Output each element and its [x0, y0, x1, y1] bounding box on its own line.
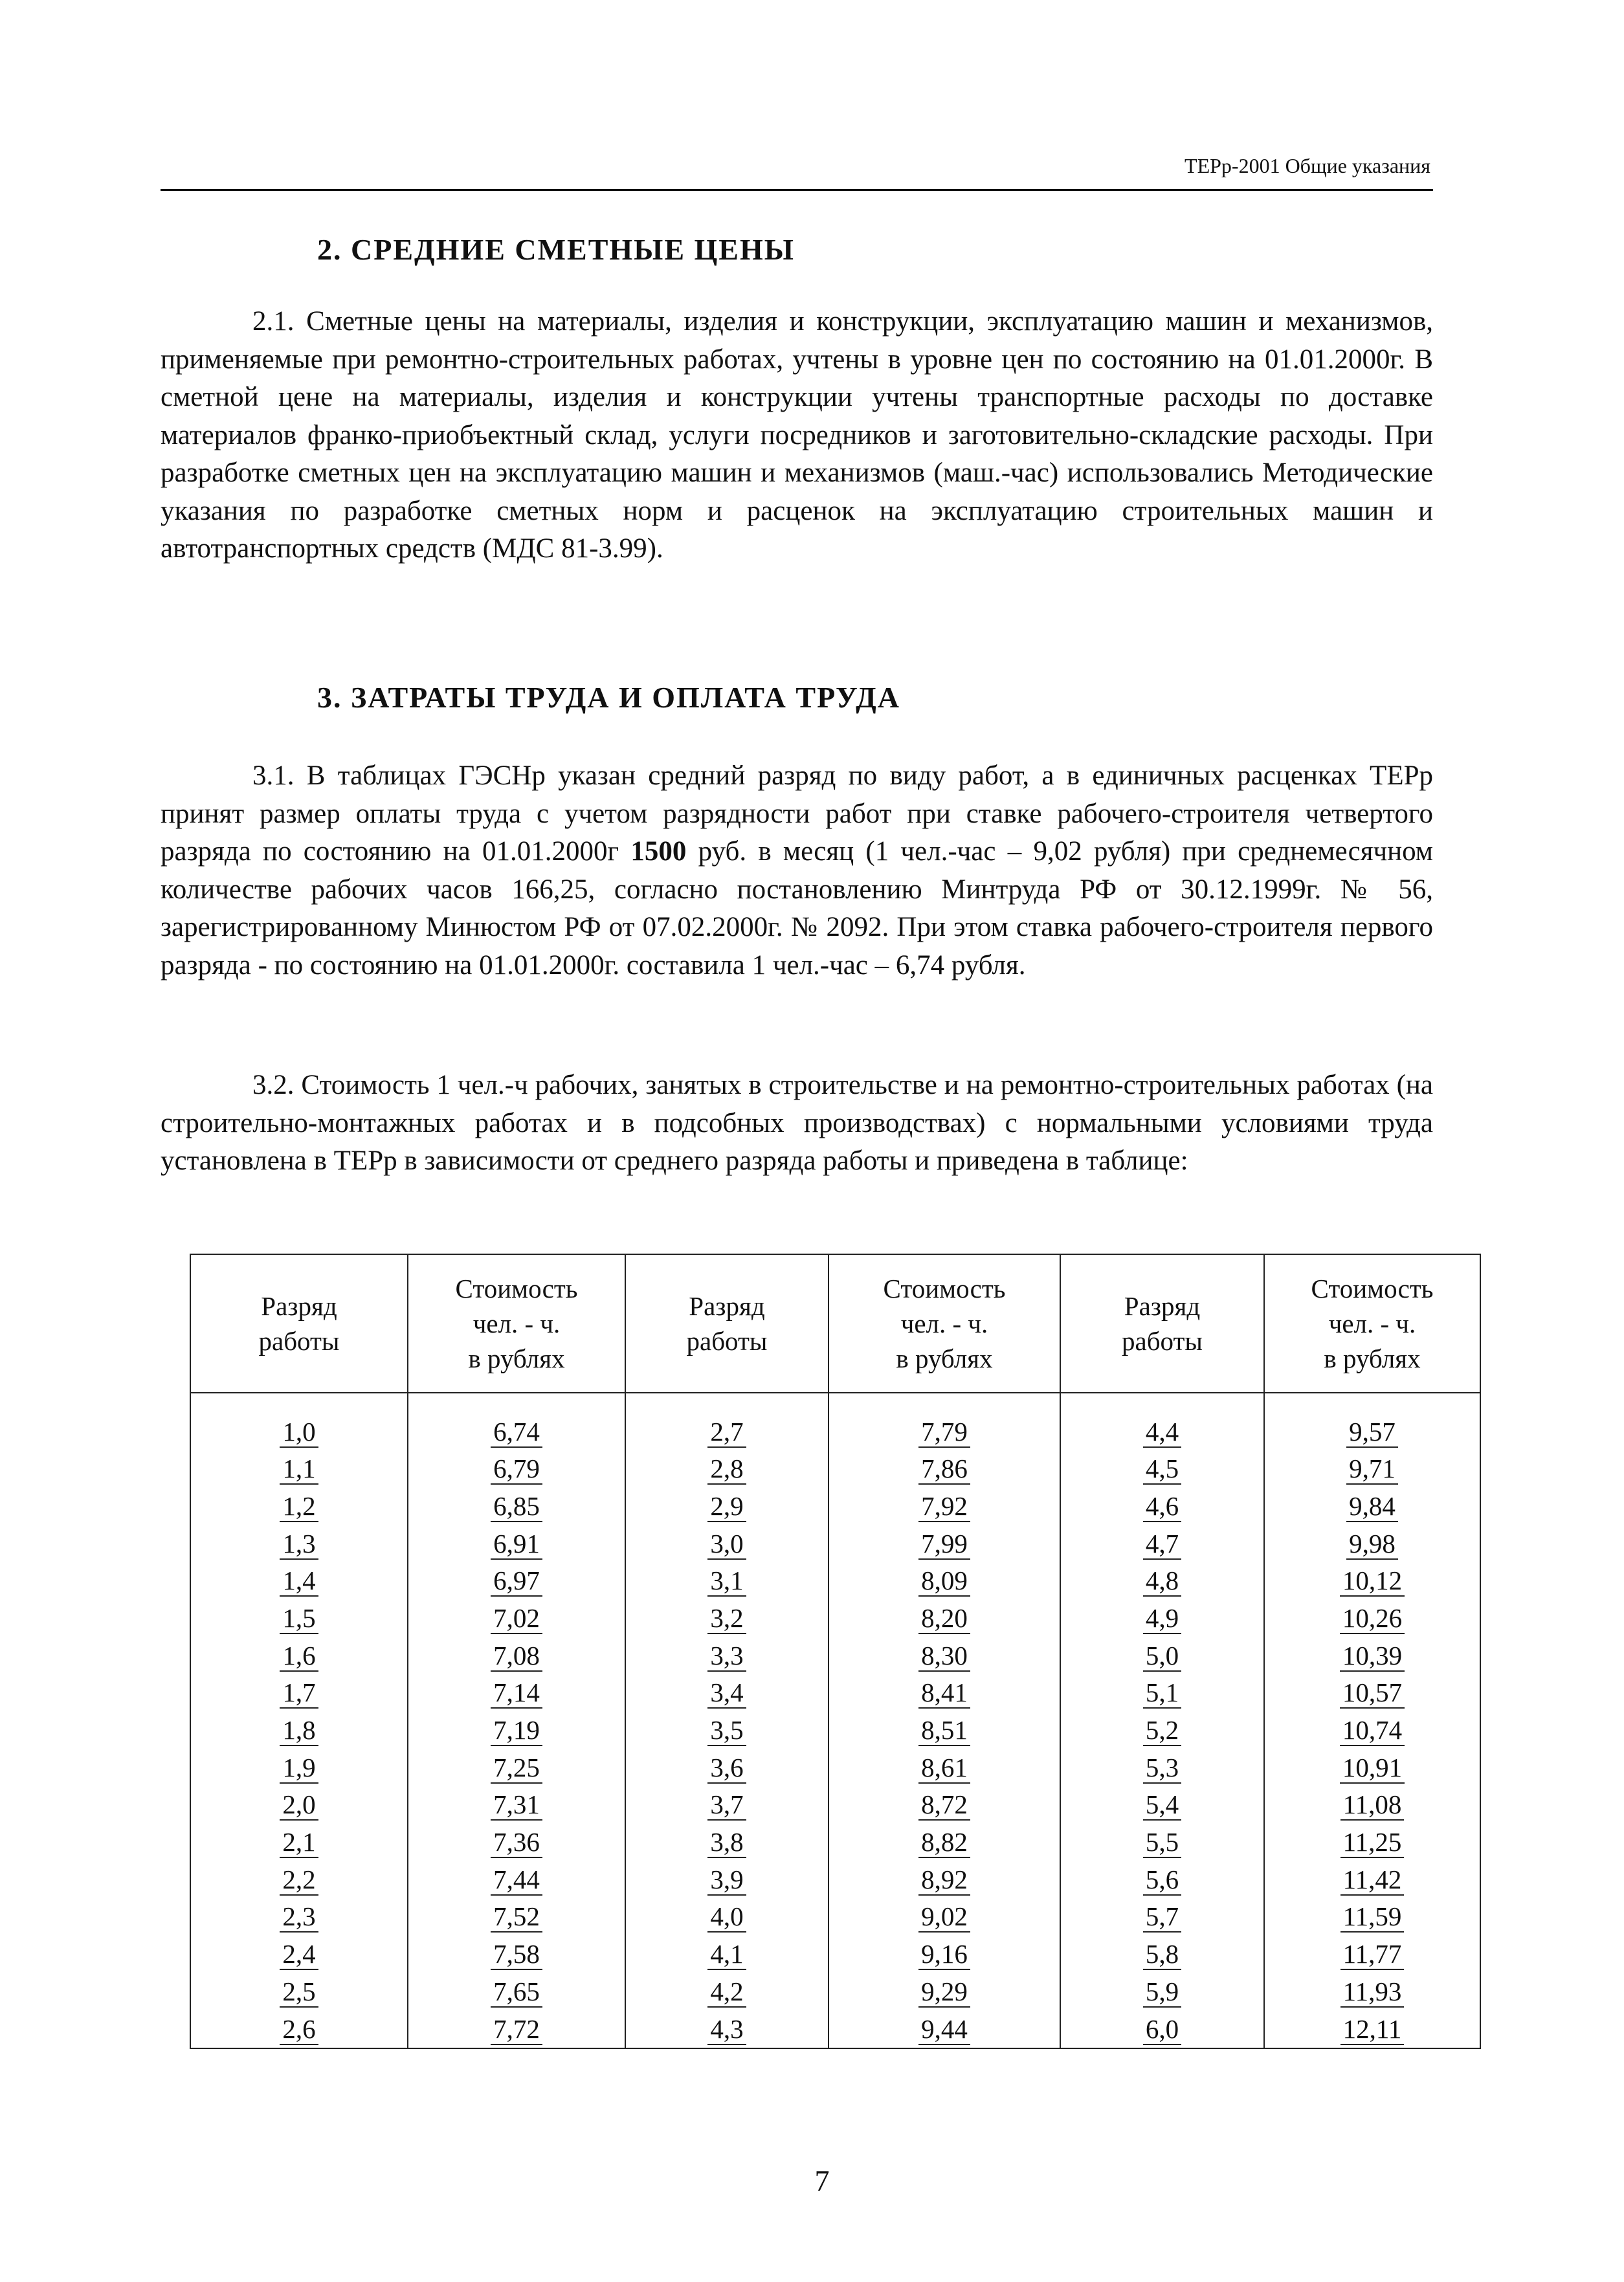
- cost-cell: [1264, 1898, 1480, 1936]
- cost-cell: [408, 1413, 625, 1450]
- grade-cell: [1060, 1824, 1264, 1861]
- grade-cell: [625, 2010, 829, 2048]
- cell-value: 2,4: [280, 1939, 318, 1970]
- cell-value: 3,5: [707, 1715, 746, 1746]
- grade-cell: [190, 1413, 408, 1450]
- running-header: ТЕРр-2001 Общие указания: [1185, 154, 1430, 177]
- section-3-heading: 3. ЗАТРАТЫ ТРУДА И ОПЛАТА ТРУДА: [317, 681, 901, 714]
- cost-cell: [408, 1488, 625, 1525]
- table-row: [190, 1674, 1480, 1712]
- grade-cell: [190, 1749, 408, 1786]
- cell-value: 8,30: [918, 1641, 970, 1672]
- cost-cell: [1264, 2010, 1480, 2048]
- cell-value: 10,39: [1340, 1641, 1405, 1672]
- table-row: [190, 1562, 1480, 1600]
- cost-header: Стоимость чел. - ч. в рублях: [829, 1254, 1060, 1393]
- cell-value: 5,0: [1143, 1641, 1181, 1672]
- cell-value: 3,4: [707, 1678, 746, 1709]
- cost-cell: [408, 1973, 625, 2010]
- cost-cell: [1264, 1488, 1480, 1525]
- cell-value: 2,8: [707, 1454, 746, 1485]
- grade-cell: [625, 1488, 829, 1525]
- cell-value: 11,93: [1340, 1977, 1405, 2008]
- grade-cell: [190, 1973, 408, 2010]
- cost-cell: [829, 1562, 1060, 1600]
- paragraph-3-1: [161, 757, 1433, 984]
- table-row: [190, 1861, 1480, 1898]
- grade-cell: [1060, 1562, 1264, 1600]
- cell-value: 5,7: [1143, 1901, 1181, 1933]
- grade-cell: [190, 1637, 408, 1674]
- cost-cell: [1264, 1637, 1480, 1674]
- cell-value: 1,5: [280, 1603, 318, 1634]
- grade-cell: [1060, 1749, 1264, 1786]
- table-row: [190, 1450, 1480, 1488]
- grade-cell: [625, 1637, 829, 1674]
- grade-cell: [190, 1450, 408, 1488]
- table-row: [190, 1936, 1480, 1973]
- grade-cell: [625, 1450, 829, 1488]
- cell-value: 8,41: [918, 1678, 970, 1709]
- cost-cell: [829, 1712, 1060, 1749]
- grade-cell: [1060, 1450, 1264, 1488]
- grade-cell: [1060, 1712, 1264, 1749]
- grade-cell: [625, 1898, 829, 1936]
- cost-cell: [408, 2010, 625, 2048]
- cost-cell: [829, 1674, 1060, 1712]
- cell-value: 1,8: [280, 1715, 318, 1746]
- cell-value: 3,9: [707, 1865, 746, 1896]
- table-header-row: [190, 1254, 1480, 1393]
- table-row: [190, 1749, 1480, 1786]
- cell-value: 4,8: [1143, 1566, 1181, 1597]
- cell-value: 3,8: [707, 1827, 746, 1858]
- cell-value: 8,72: [918, 1789, 970, 1821]
- cell-value: 10,26: [1340, 1603, 1405, 1634]
- cell-value: 9,44: [918, 2014, 970, 2045]
- cell-value: 3,1: [707, 1566, 746, 1597]
- table-row: [190, 2010, 1480, 2048]
- table-row: [190, 1824, 1480, 1861]
- grade-cell: [190, 2010, 408, 2048]
- cell-value: 7,08: [491, 1641, 542, 1672]
- cell-value: 9,84: [1346, 1491, 1398, 1522]
- cell-value: 2,1: [280, 1827, 318, 1858]
- cost-cell: [1264, 1824, 1480, 1861]
- cell-value: 11,25: [1340, 1827, 1405, 1858]
- paragraph-3-1-text-end: руб. в месяц (1 чел.-час – 9,02 рубля) при среднемесячном количестве рабочих часов 166,25, согласно постановлению Минтруда РФ от 30.12.1999г. № 56, зарегистрированному Минюстом РФ от 07.02.2000г. № 2092. При этом ставка рабочего-строителя первого разряда - по состоянию на 01.01.2000г. составила 1 чел.-час – 6,74 рубля.: [161, 836, 1434, 980]
- cost-cell: [829, 2010, 1060, 2048]
- grade-cell: [1060, 1936, 1264, 1973]
- grade-cell: [625, 1861, 829, 1898]
- cost-cell: [829, 1525, 1060, 1562]
- cost-cell: [408, 1824, 625, 1861]
- grade-cell: [625, 1936, 829, 1973]
- table-spacer-cell: [190, 1393, 408, 1413]
- cost-cell: [1264, 1413, 1480, 1450]
- cell-value: 3,7: [707, 1789, 746, 1821]
- cost-cell: [408, 1898, 625, 1936]
- paragraph-3-2: [161, 1067, 1433, 1180]
- grade-cell: [1060, 1674, 1264, 1712]
- table-row: [190, 1786, 1480, 1824]
- cost-cell: [408, 1562, 625, 1600]
- cell-value: 11,08: [1340, 1789, 1405, 1821]
- cell-value: 4,4: [1143, 1417, 1181, 1448]
- grade-cell: [625, 1562, 829, 1600]
- grade-cell: [190, 1786, 408, 1824]
- cell-value: 10,12: [1340, 1566, 1405, 1597]
- grade-cell: [1060, 1637, 1264, 1674]
- cost-cell: [1264, 1712, 1480, 1749]
- cost-cell: [408, 1749, 625, 1786]
- cost-cell: [829, 1413, 1060, 1450]
- cost-cell: [829, 1898, 1060, 1936]
- paragraph-3-1-text-start: 3.1. В таблицах ГЭСНр указан средний разряд по виду работ, а в единичных расценках ТЕРр принят размер оплаты труда с учетом разрядности работ при ставке рабочего-строителя четвертого разряда по состоянию на 01.01.2000г: [161, 760, 1433, 867]
- grade-cell: [625, 1413, 829, 1450]
- paragraph-2-1: [161, 303, 1433, 568]
- cost-cell: [829, 1600, 1060, 1637]
- cost-cell: [829, 1488, 1060, 1525]
- grade-cell: [625, 1973, 829, 2010]
- cost-cell: [1264, 1525, 1480, 1562]
- cost-cell: [1264, 1936, 1480, 1973]
- grade-cell: [1060, 1973, 1264, 2010]
- cell-value: 7,25: [491, 1753, 542, 1784]
- cell-value: 10,57: [1340, 1678, 1405, 1709]
- cell-value: 1,2: [280, 1491, 318, 1522]
- table-row: [190, 1525, 1480, 1562]
- cell-value: 2,6: [280, 2014, 318, 2045]
- cell-value: 7,92: [918, 1491, 970, 1522]
- grade-cell: [190, 1861, 408, 1898]
- grade-cell: [625, 1525, 829, 1562]
- table-spacer-cell: [1264, 1393, 1480, 1413]
- cell-value: 8,61: [918, 1753, 970, 1784]
- grade-cell: [1060, 1488, 1264, 1525]
- cell-value: 8,20: [918, 1603, 970, 1634]
- cell-value: 6,91: [491, 1529, 542, 1560]
- cell-value: 5,9: [1143, 1977, 1181, 2008]
- grade-cell: [190, 1898, 408, 1936]
- table-row: [190, 1637, 1480, 1674]
- cell-value: 5,1: [1143, 1678, 1181, 1709]
- cell-value: 4,0: [707, 1901, 746, 1933]
- grade-cell: [190, 1824, 408, 1861]
- cell-value: 7,79: [918, 1417, 970, 1448]
- cell-value: 2,2: [280, 1865, 318, 1896]
- cell-value: 9,98: [1346, 1529, 1398, 1560]
- grade-cell: [1060, 1861, 1264, 1898]
- cell-value: 7,31: [491, 1789, 542, 1821]
- cell-value: 6,97: [491, 1566, 542, 1597]
- cell-value: 10,91: [1340, 1753, 1405, 1784]
- table-row: [190, 1898, 1480, 1936]
- section-2-heading: 2. СРЕДНИЕ СМЕТНЫЕ ЦЕНЫ: [317, 233, 795, 266]
- table-spacer-cell: [829, 1393, 1060, 1413]
- cell-value: 11,59: [1340, 1901, 1405, 1933]
- table-spacer-cell: [1060, 1393, 1264, 1413]
- grade-cell: [625, 1786, 829, 1824]
- grade-cell: [190, 1525, 408, 1562]
- cost-header: Стоимость чел. - ч. в рублях: [1264, 1254, 1480, 1393]
- grade-cell: [625, 1749, 829, 1786]
- cell-value: 7,19: [491, 1715, 542, 1746]
- cell-value: 8,92: [918, 1865, 970, 1896]
- cell-value: 12,11: [1340, 2014, 1405, 2045]
- cost-cell: [1264, 1600, 1480, 1637]
- cell-value: 3,6: [707, 1753, 746, 1784]
- cell-value: 5,4: [1143, 1789, 1181, 1821]
- grade-cell: [1060, 1786, 1264, 1824]
- cell-value: 10,74: [1340, 1715, 1405, 1746]
- grade-cell: [625, 1824, 829, 1861]
- cost-cell: [829, 1824, 1060, 1861]
- cell-value: 4,9: [1143, 1603, 1181, 1634]
- cell-value: 1,9: [280, 1753, 318, 1784]
- cell-value: 8,51: [918, 1715, 970, 1746]
- cell-value: 8,82: [918, 1827, 970, 1858]
- cell-value: 2,0: [280, 1789, 318, 1821]
- cell-value: 7,65: [491, 1977, 542, 2008]
- cell-value: 7,86: [918, 1454, 970, 1485]
- wage-rate-table: [190, 1254, 1481, 2049]
- grade-cell: [1060, 1600, 1264, 1637]
- cell-value: 7,02: [491, 1603, 542, 1634]
- cell-value: 2,5: [280, 1977, 318, 2008]
- paragraph-2-1-text: 2.1. Сметные цены на материалы, изделия и конструкции, эксплуатацию машин и механизмов, применяемые при ремонтно-строительных работах, учтены в уровне цен по состоянию на 01.01.2000г. В сметной цене на материалы, изделия и конструкции учтены транспортные расходы по доставке материалов франко-приобъектный склад, услуги посредников и заготовительно-складские расходы. При разработке сметных цен на эксплуатацию машин и механизмов (маш.-час) использовались Методические указания по разработке сметных норм и расценок на эксплуатацию строительных машин и автотранспортных средств (МДС 81-3.99).: [161, 306, 1433, 564]
- cell-value: 5,3: [1143, 1753, 1181, 1784]
- cost-cell: [829, 1450, 1060, 1488]
- grade-cell: [190, 1936, 408, 1973]
- cost-cell: [408, 1450, 625, 1488]
- cost-cell: [1264, 1450, 1480, 1488]
- cell-value: 4,3: [707, 2014, 746, 2045]
- table-spacer-cell: [408, 1393, 625, 1413]
- cost-cell: [1264, 1973, 1480, 2010]
- cell-value: 11,42: [1340, 1865, 1405, 1896]
- cost-cell: [1264, 1861, 1480, 1898]
- cell-value: 7,44: [491, 1865, 542, 1896]
- cell-value: 4,2: [707, 1977, 746, 2008]
- cost-cell: [408, 1861, 625, 1898]
- cell-value: 4,1: [707, 1939, 746, 1970]
- cost-cell: [1264, 1562, 1480, 1600]
- grade-cell: [190, 1600, 408, 1637]
- table-row: [190, 1413, 1480, 1450]
- cell-value: 9,02: [918, 1901, 970, 1933]
- cell-value: 6,85: [491, 1491, 542, 1522]
- table-row: [190, 1488, 1480, 1525]
- table-spacer-row: [190, 1393, 1480, 1413]
- header-rule: [161, 189, 1433, 191]
- cell-value: 2,9: [707, 1491, 746, 1522]
- cell-value: 5,6: [1143, 1865, 1181, 1896]
- cost-cell: [829, 1936, 1060, 1973]
- cell-value: 6,79: [491, 1454, 542, 1485]
- cell-value: 1,1: [280, 1454, 318, 1485]
- paragraph-3-1-amount: 1500: [630, 836, 687, 867]
- cell-value: 9,29: [918, 1977, 970, 2008]
- table-body: [190, 1393, 1480, 2048]
- cell-value: 5,5: [1143, 1827, 1181, 1858]
- cell-value: 2,7: [707, 1417, 746, 1448]
- cell-value: 7,36: [491, 1827, 542, 1858]
- cell-value: 3,3: [707, 1641, 746, 1672]
- grade-cell: [190, 1488, 408, 1525]
- table-row: [190, 1712, 1480, 1749]
- cost-cell: [408, 1525, 625, 1562]
- cell-value: 7,72: [491, 2014, 542, 2045]
- grade-header: Разряд работы: [625, 1254, 829, 1393]
- grade-header: Разряд работы: [1060, 1254, 1264, 1393]
- cost-cell: [829, 1749, 1060, 1786]
- grade-cell: [190, 1674, 408, 1712]
- cell-value: 4,7: [1143, 1529, 1181, 1560]
- cell-value: 7,52: [491, 1901, 542, 1933]
- cell-value: 1,6: [280, 1641, 318, 1672]
- table-spacer-cell: [625, 1393, 829, 1413]
- cost-cell: [408, 1936, 625, 1973]
- grade-cell: [625, 1674, 829, 1712]
- cost-cell: [408, 1600, 625, 1637]
- grade-cell: [1060, 1898, 1264, 1936]
- cost-header: Стоимость чел. - ч. в рублях: [408, 1254, 625, 1393]
- cell-value: 4,5: [1143, 1454, 1181, 1485]
- cell-value: 1,4: [280, 1566, 318, 1597]
- page-number: 7: [814, 2164, 830, 2197]
- cost-cell: [408, 1712, 625, 1749]
- cost-cell: [408, 1674, 625, 1712]
- cell-value: 9,57: [1346, 1417, 1398, 1448]
- cell-value: 5,2: [1143, 1715, 1181, 1746]
- grade-cell: [1060, 1413, 1264, 1450]
- cost-cell: [1264, 1674, 1480, 1712]
- cell-value: 3,0: [707, 1529, 746, 1560]
- cell-value: 1,7: [280, 1678, 318, 1709]
- cell-value: 4,6: [1143, 1491, 1181, 1522]
- cost-cell: [1264, 1749, 1480, 1786]
- cell-value: 1,3: [280, 1529, 318, 1560]
- cost-cell: [829, 1786, 1060, 1824]
- cell-value: 1,0: [280, 1417, 318, 1448]
- cell-value: 8,09: [918, 1566, 970, 1597]
- grade-cell: [190, 1562, 408, 1600]
- cell-value: 9,16: [918, 1939, 970, 1970]
- cell-value: 3,2: [707, 1603, 746, 1634]
- cell-value: 11,77: [1340, 1939, 1405, 1970]
- cost-cell: [829, 1973, 1060, 2010]
- grade-header: Разряд работы: [190, 1254, 408, 1393]
- cell-value: 2,3: [280, 1901, 318, 1933]
- cost-cell: [408, 1637, 625, 1674]
- cell-value: 5,8: [1143, 1939, 1181, 1970]
- grade-cell: [190, 1712, 408, 1749]
- table-row: [190, 1600, 1480, 1637]
- cell-value: 6,74: [491, 1417, 542, 1448]
- cell-value: 9,71: [1346, 1454, 1398, 1485]
- cell-value: 7,99: [918, 1529, 970, 1560]
- paragraph-3-2-text: 3.2. Стоимость 1 чел.-ч рабочих, занятых в строительстве и на ремонтно-строительных работах (на строительно-монтажных работах и в подсобных производствах) с нормальными условиями труда установлена в ТЕРр в зависимости от среднего разряда работы и приведена в таблице:: [161, 1070, 1433, 1176]
- grade-cell: [1060, 1525, 1264, 1562]
- grade-cell: [625, 1712, 829, 1749]
- cost-cell: [829, 1861, 1060, 1898]
- cost-cell: [829, 1637, 1060, 1674]
- cost-cell: [1264, 1786, 1480, 1824]
- cell-value: 7,14: [491, 1678, 542, 1709]
- grade-cell: [1060, 2010, 1264, 2048]
- table-row: [190, 1973, 1480, 2010]
- cost-cell: [408, 1786, 625, 1824]
- cell-value: 7,58: [491, 1939, 542, 1970]
- cell-value: 6,0: [1143, 2014, 1181, 2045]
- grade-cell: [625, 1600, 829, 1637]
